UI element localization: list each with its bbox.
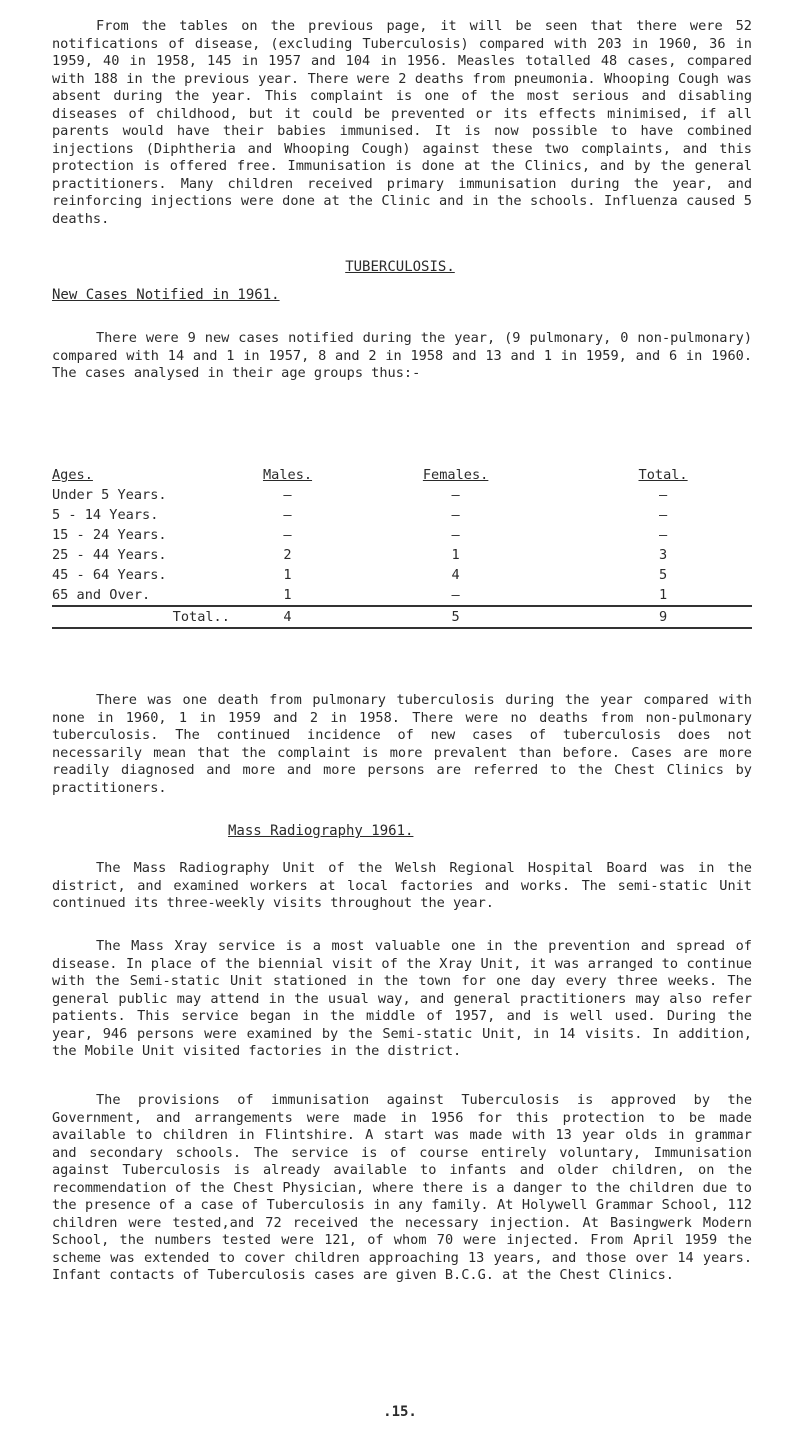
- total-cell: –: [658, 527, 668, 543]
- table-row: [52, 505, 752, 525]
- age-cell: 45 - 64 Years.: [52, 567, 167, 583]
- deaths-paragraph: There was one death from pulmonary tuberculosis during the year compared with none in 1960, 1 in 1959 and 2 in 1958. There were no deaths from non-pulmonary tuberculosis. The continued incidence of new cases of tuberculosis does not necessarily mean that the complaint is more prevalent than before. Cases are more readily diagnosed and more and more persons are referred to the Chest Clinics by practitioners.: [52, 692, 752, 796]
- mass-radiography-paragraph-2: The Mass Xray service is a most valuable one in the prevention and spread of disease. In place of the biennial visit of the Xray Unit, it was arranged to continue with the Semi-static Unit stationed in the town for one day every three weeks. The general public may attend in the usual way, and general practitioners may also refer patients. This service began in the middle of 1957, and is well used. During the year, 946 persons were examined by the Semi-static Unit, in 14 visits. In addition, the Mobile Unit visited factories in the district.: [52, 938, 752, 1059]
- males-cell: 1: [283, 587, 292, 603]
- mass-radiography-paragraph-1: The Mass Radiography Unit of the Welsh Regional Hospital Board was in the district, and examined workers at local factories and works. The semi-static Unit continued its three-weekly visits throughout the year.: [52, 860, 752, 911]
- age-cell: Under 5 Years.: [52, 487, 167, 503]
- header-ages: Ages.: [52, 467, 93, 483]
- total-cell: 3: [658, 547, 668, 563]
- intro-paragraph: From the tables on the previous page, it will be seen that there were 52 notifications of disease, (excluding Tuberculosis) compared with 203 in 1960, 36 in 1959, 40 in 1958, 145 in 1957 and 104 in 1956. Measles totalled 48 cases, compared with 188 in the previous year. There were 2 deaths from pneumonia. Whooping Cough was absent during the year. This complaint is one of the most serious and disabling diseases of childhood, but it could be prevented or its effects minimised, if all parents would have their babies immunised. It is now possible to have combined injections (Diphtheria and Whooping Cough) against these two complaints, and this protection is offered free. Immunisation is done at the Clinics, and by the general practitioners. Many children received primary immunisation during the year, and reinforcing injections were done at the Clinic and in the schools. Influenza caused 5 deaths.: [52, 18, 752, 227]
- table-row: [52, 525, 752, 545]
- table-row: [52, 485, 752, 505]
- males-cell: 1: [283, 567, 292, 583]
- age-groups-table: [52, 465, 752, 629]
- total-cell: –: [658, 487, 668, 503]
- header-females: Females.: [422, 467, 489, 483]
- tuberculosis-heading: TUBERCULOSIS.: [345, 259, 455, 275]
- table-row: [52, 585, 752, 606]
- new-cases-heading: New Cases Notified in 1961.: [52, 287, 280, 303]
- age-cell: 25 - 44 Years.: [52, 547, 167, 563]
- females-cell: –: [451, 507, 460, 523]
- males-cell: –: [283, 507, 292, 523]
- page-number: .15.: [383, 1404, 417, 1420]
- males-cell: –: [283, 487, 292, 503]
- mass-radiography-heading: Mass Radiography 1961.: [228, 823, 414, 839]
- age-cell: 65 and Over.: [52, 587, 151, 603]
- table-row: [52, 565, 752, 585]
- total-males: 4: [238, 606, 337, 628]
- total-cell: 5: [658, 567, 668, 583]
- age-cell: 15 - 24 Years.: [52, 527, 167, 543]
- header-males: Males.: [262, 467, 313, 483]
- total-females: 5: [337, 606, 574, 628]
- header-total: Total.: [638, 467, 688, 483]
- females-cell: –: [451, 587, 460, 603]
- females-cell: 1: [451, 547, 460, 563]
- immunisation-paragraph: The provisions of immunisation against Tuberculosis is approved by the Government, and arrangements were made in 1956 for this protection to be made available to children in Flintshire. A start was made with 13 year olds in grammar and secondary schools. The service is of course entirely voluntary, Immunisation against Tuberculosis is already available to infants and older children, on the recommendation of the Chest Physician, where there is a danger to the children due to the presence of a case of Tuberculosis in any family. At Holywell Grammar School, 112 children were tested,and 72 received the necessary injection. At Basingwerk Modern School, the numbers tested were 121, of whom 70 were injected. From April 1959 the scheme was extended to cover children approaching 13 years, and those over 14 years. Infant contacts of Tuberculosis cases are given B.C.G. at the Chest Clinics.: [52, 1092, 752, 1283]
- males-cell: –: [283, 527, 292, 543]
- total-total: 9: [574, 606, 752, 628]
- males-cell: 2: [283, 547, 292, 563]
- females-cell: –: [451, 527, 460, 543]
- females-cell: –: [451, 487, 460, 503]
- table-header-row: [52, 465, 752, 485]
- new-cases-paragraph: There were 9 new cases notified during the year, (9 pulmonary, 0 non-pulmonary) compared with 14 and 1 in 1957, 8 and 2 in 1958 and 13 and 1 in 1959, and 6 in 1960. The cases analysed in their age groups thus:-: [52, 330, 752, 381]
- table-row: [52, 545, 752, 565]
- table-total-row: [52, 606, 752, 628]
- females-cell: 4: [451, 567, 460, 583]
- total-label: Total..: [52, 606, 238, 628]
- age-cell: 5 - 14 Years.: [52, 507, 159, 523]
- total-cell: –: [658, 507, 668, 523]
- total-cell: 1: [658, 587, 668, 603]
